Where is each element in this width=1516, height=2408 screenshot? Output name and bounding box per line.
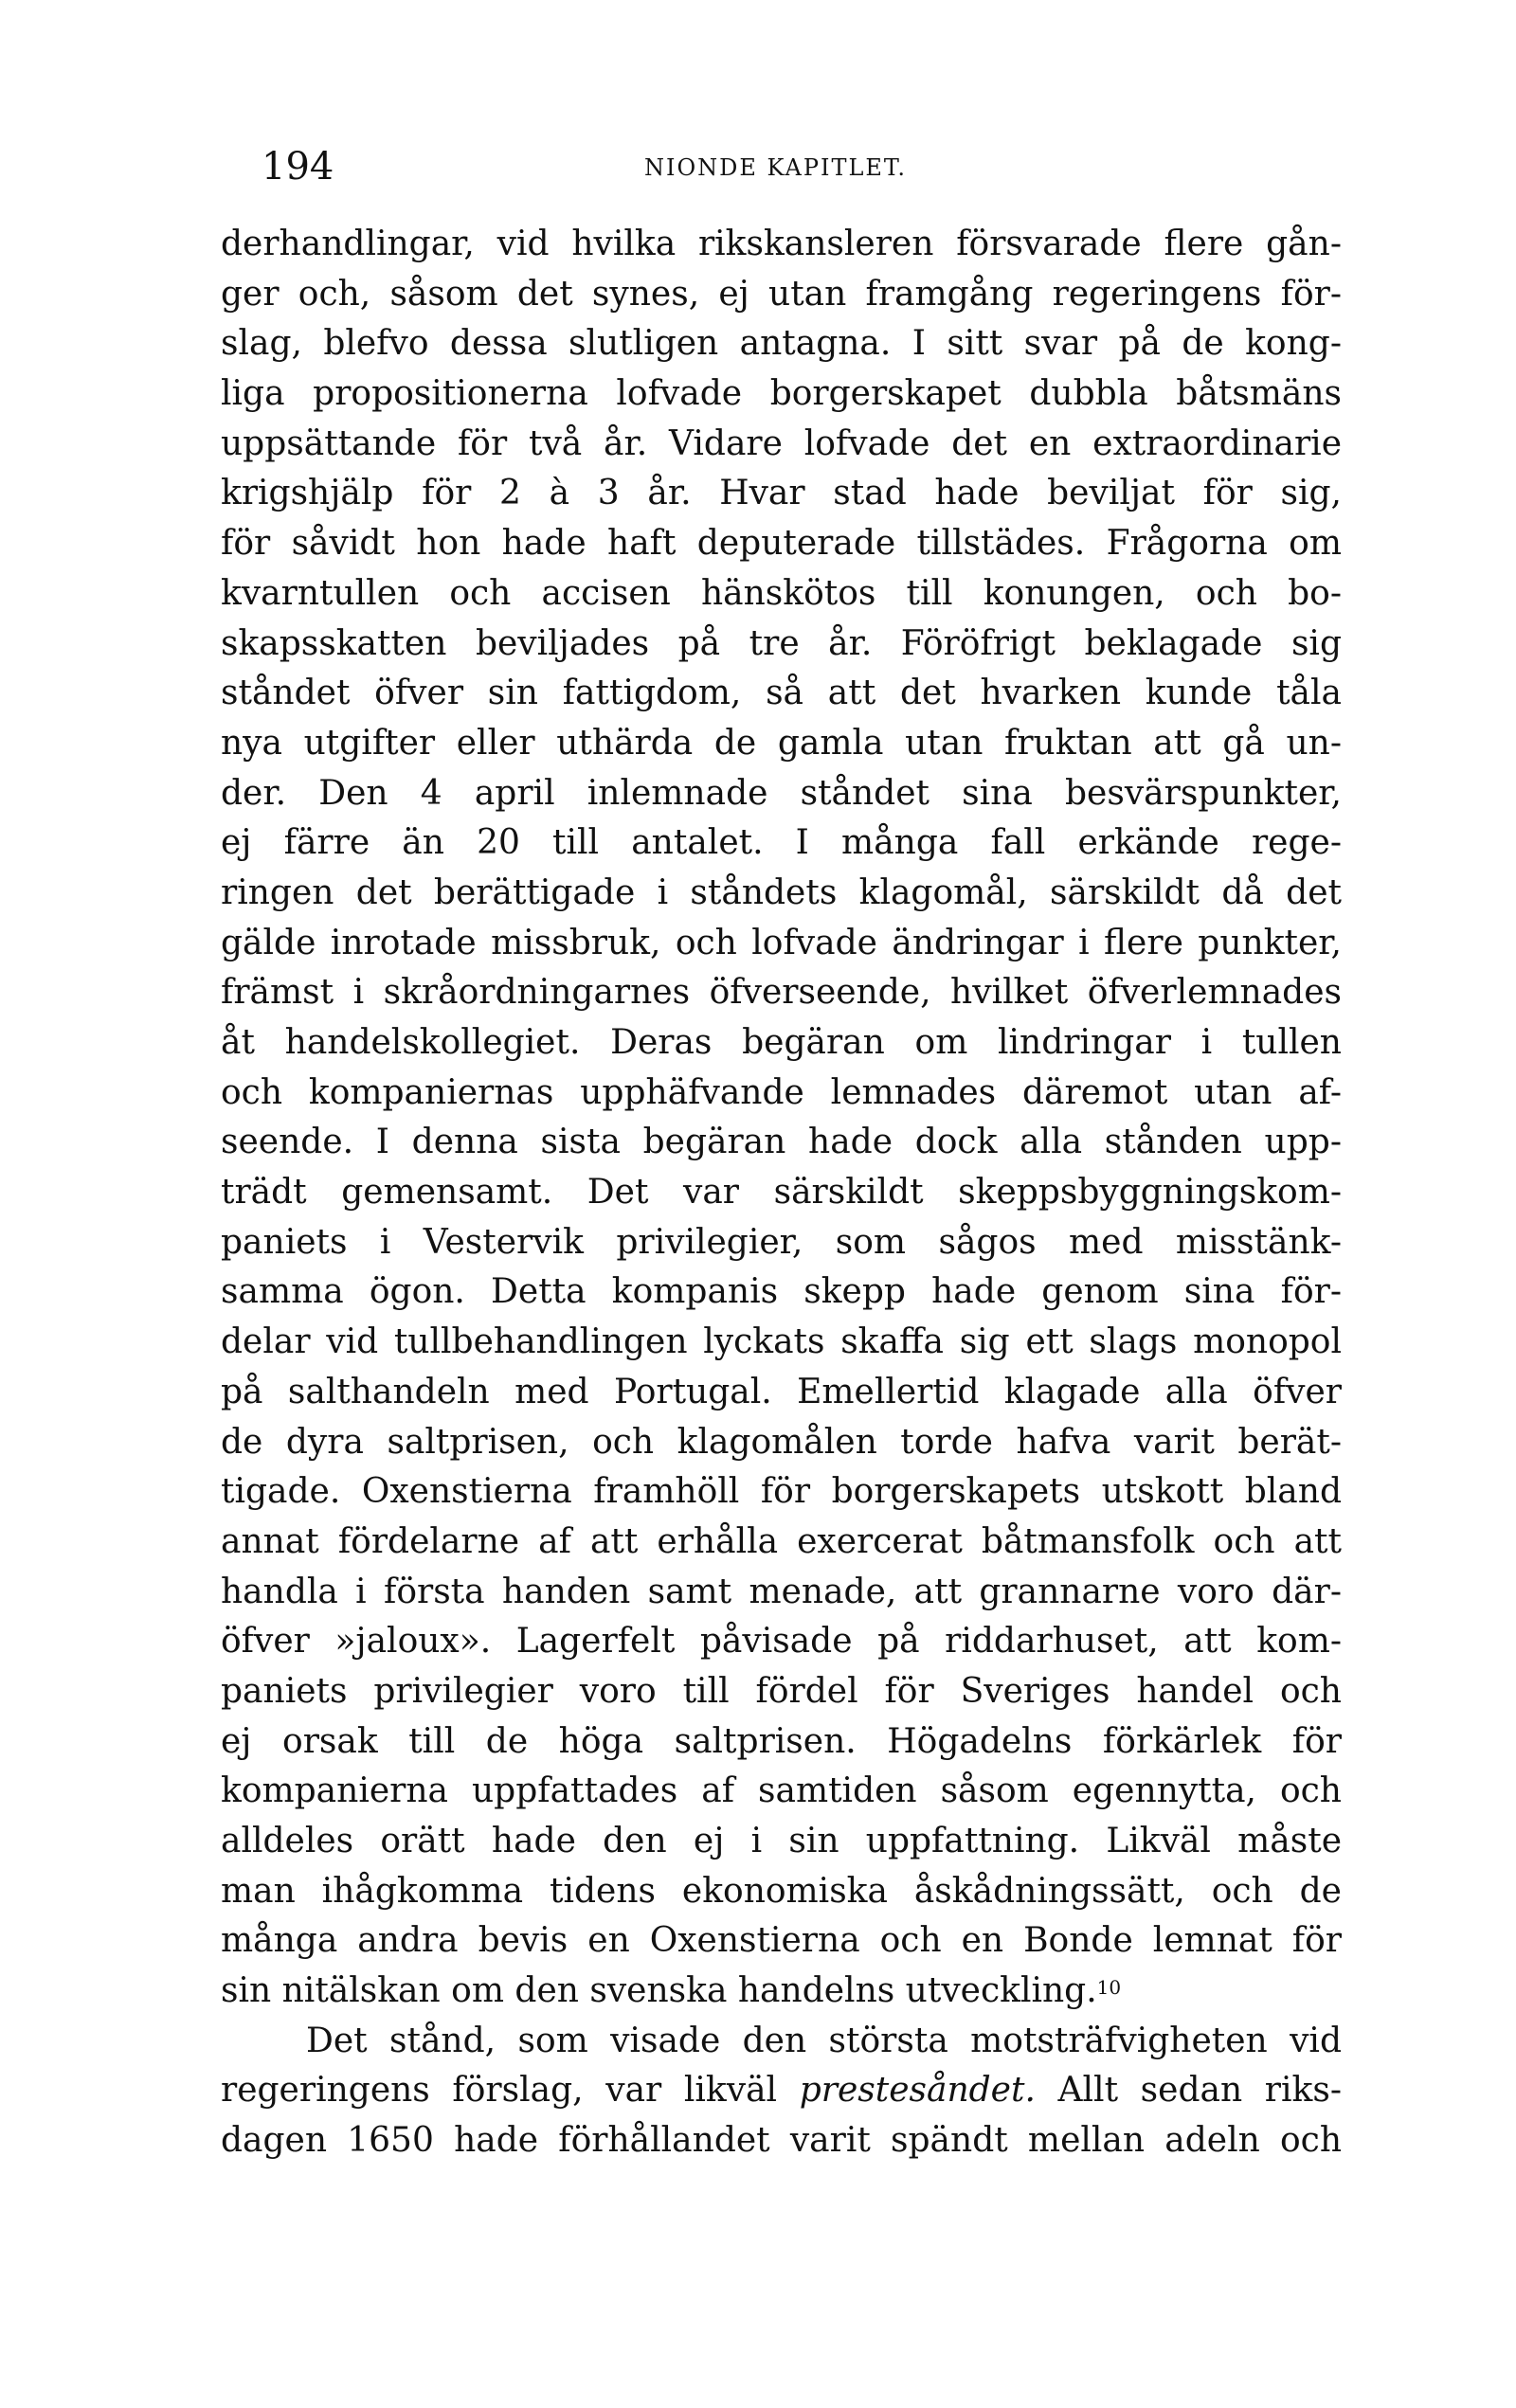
text-line: slag, blefvo dessa slutligen antagna. I sitt svar på de kong- [221,324,1342,364]
text-line [221,2066,1342,2116]
text-line: derhandlingar, vid hvilka rikskansleren försvarade flere gån- [221,225,1342,263]
text-line: främst i skråordningarnes öfverseende, hvilket öfverlemnades [221,973,1342,1013]
text-line: kompanierna uppfattades af samtiden såsom egennytta, och [221,1771,1342,1811]
italic-term: prestesåndet. [799,2071,1036,2111]
text-run: regeringens förslag, var likväl [221,2071,800,2111]
text-line: kvarntullen och accisen hänskötos till konungen, och bo- [221,573,1342,613]
text-line: ståndet öfver sin fattigdom, så att det hvarken kunde tåla [221,674,1342,713]
text-line: trädt gemensamt. Det var särskildt skeppsbyggningskom- [221,1173,1342,1213]
text-line: åt handelskollegiet. Deras begäran om lindringar i tullen [221,1023,1342,1062]
text-line: uppsättande för två år. Vidare lofvade det en extraordinarie [221,423,1342,463]
text-line: liga propositionerna lofvade borgerskapet dubbla båtsmäns [221,374,1342,414]
text-line: ej färre än 20 till antalet. I många fall erkände rege- [221,823,1342,863]
text-line: ger och, såsom det synes, ej utan framgång regeringens för- [221,274,1342,314]
text-line: paniets i Vestervik privilegier, som sågos med misstänk- [221,1222,1342,1262]
footnote-marker: 10 [1096,1976,1122,2000]
text-line: man ihågkomma tidens ekonomiska åskådningssätt, och de [221,1871,1342,1911]
text-line: delar vid tullbehandlingen lyckats skaffa sig ett slags monopol [221,1322,1342,1362]
text-line: dagen 1650 hade förhållandet varit spändt mellan adeln och [221,2121,1342,2161]
text-line: på salthandeln med Portugal. Emellertid klagade alla öfver [221,1372,1342,1411]
text-line: och kompaniernas upphäfvande lemnades däremot utan af- [221,1072,1342,1112]
text-line: öfver »jaloux». Lagerfelt påvisade på riddarhuset, att kom- [221,1622,1342,1662]
text-line: der. Den 4 april inlemnade ståndet sina besvärspunkter, [221,773,1342,813]
page-number: 194 [262,145,334,189]
text-line: paniets privilegier voro till fördel för Sveriges handel och [221,1671,1342,1711]
text-line: för såvidt hon hade haft deputerade tillstädes. Frågorna om [221,524,1342,564]
text-line: handla i första handen samt menade, att grannarne voro där- [221,1572,1342,1611]
text-line: sin nitälskan om den svenska handelns utveckling.$^{10}$ [221,1971,1122,2011]
text-line: alldeles orätt hade den ej i sin uppfattning. Likväl måste [221,1822,1342,1860]
running-head [254,138,1344,195]
paragraph-1 [221,220,1342,2017]
text-line: ringen det berättigade i ståndets klagomål, särskildt då det [221,872,1342,912]
paragraph-2 [221,2017,1342,2166]
text-line: många andra bevis en Oxenstierna och en Bonde lemnat för [221,1921,1342,1961]
text-line: skapsskatten beviljades på tre år. Föröfrigt beklagade sig [221,623,1342,663]
text-run: Allt sedan riks- [1035,2071,1342,2111]
text-line: ej orsak till de höga saltprisen. Högadelns förkärlek för [221,1721,1342,1761]
text-line: krigshjälp för 2 à 3 år. Hvar stad hade beviljat för sig, [221,474,1342,513]
text-line: annat fördelarne af att erhålla exercerat båtmansfolk och att [221,1521,1342,1561]
text-line: samma ögon. Detta kompanis skepp hade genom sina för- [221,1272,1342,1312]
text-line: nya utgifter eller uthärda de gamla utan fruktan att gå un- [221,723,1342,763]
text-line: Det stånd, som visade den största motsträfvigheten vid [306,2021,1342,2060]
text-line: gälde inrotade missbruk, och lofvade ändringar i flere punkter, [221,923,1342,962]
text-line: seende. I denna sista begäran hade dock alla stånden upp- [221,1123,1342,1162]
chapter-title: NIONDE KAPITLET. [644,154,908,181]
text-line: tigade. Oxenstierna framhöll för borgerskapets utskott bland [221,1472,1342,1512]
body-text [221,220,1342,2166]
text-line: de dyra saltprisen, och klagomålen torde hafva varit berät- [221,1422,1342,1462]
